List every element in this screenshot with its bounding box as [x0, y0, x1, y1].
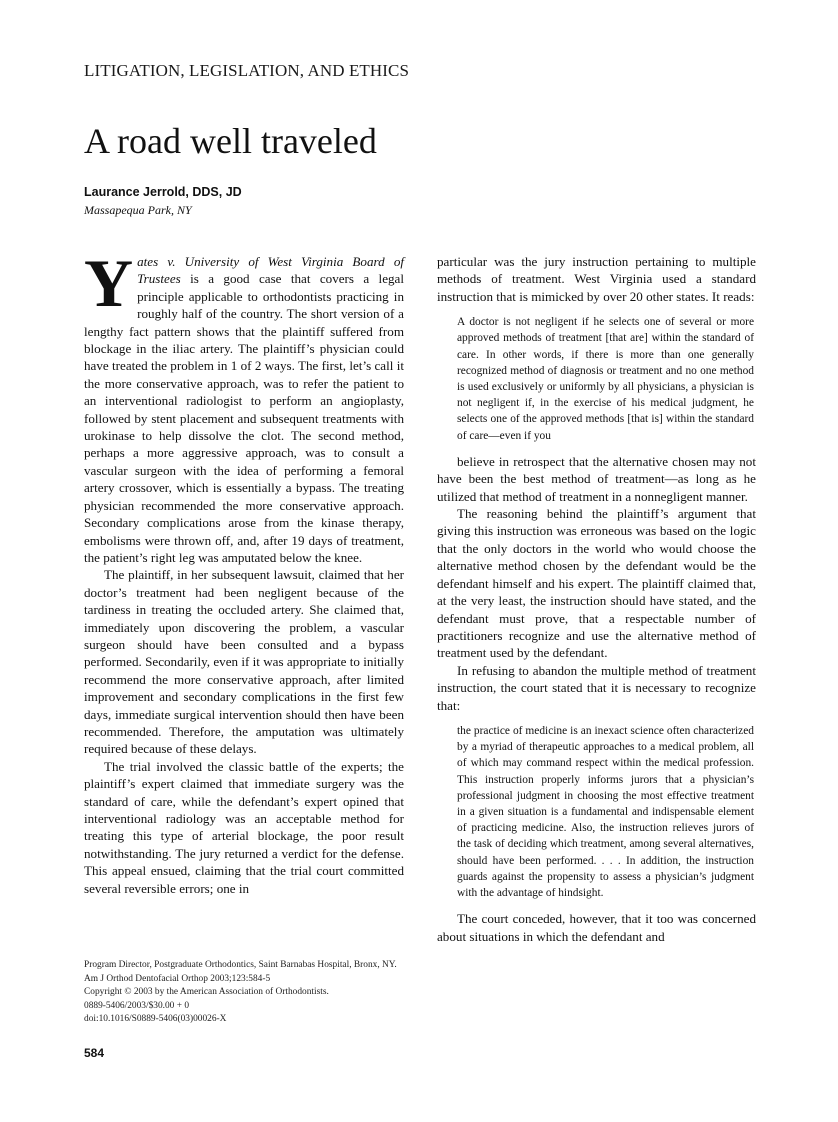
footnote-issn: 0889-5406/2003/$30.00 + 0: [84, 1000, 190, 1011]
paragraph: Yates v. University of West Virginia Board of Trustees is a good case that covers a legal principle applicable to orthodontists practicing in roughly half of the country. The short version of a lengthy fact pattern shows that the plaintiff suffered from blockage in the iliac artery. The plaintiff’s physician could have treated the problem in 1 of 2 ways. The first, let’s call it the more conservative approach, was to refer the patient to an interventional radiologist to perform an angioplasty, followed by stent placement and subsequent treatments with urokinase to help dissolve the clot. The second method, perhaps a more aggressive approach, was to consult a vascular surgeon with the idea of performing a femoral artery crossover, which is essentially a bypass. The treating physician recommended the more conservative approach. Secondary complications arose from the kinase therapy, embolisms were thrown off, and, after 19 days of treatment, the patient’s right leg was amputated below the knee.: [84, 245, 404, 565]
paragraph: believe in retrospect that the alternative chosen may not have been the best method of treatment—as long as he utilized that method of treatment in a nonnegligent manner.: [437, 453, 756, 504]
article-title: A road well traveled: [84, 121, 377, 161]
paragraph: particular was the jury instruction pertaining to multiple methods of treatment. West Virginia used a standard instruction that is mimicked by over 20 other states. It reads:: [437, 254, 756, 304]
footnote-affiliation: Program Director, Postgraduate Orthodontics, Saint Barnabas Hospital, Bronx, NY.: [84, 960, 397, 970]
paragraph: The plaintiff, in her subsequent lawsuit, claimed that her doctor’s treatment had been negligent because of the tardiness in treating the occluded artery. She claimed that, immediately upon discovering the problem, a vascular surgeon should have been consulted and a bypass performed. Secondarily, even if it was appropriate to initially recommend the more conservative approach, after limited improvement and secondary complications in the first few days, immediate surgical intervention should then have been recommended. Therefore, the amputation was ultimately required because of these delays.: [84, 567, 404, 757]
drop-cap: Y: [84, 245, 134, 321]
author-name: Laurance Jerrold, DDS, JD: [84, 185, 242, 199]
section-label: LITIGATION, LEGISLATION, AND ETHICS: [84, 61, 410, 80]
footnote: [84, 959, 404, 1027]
footnote-copyright: Copyright © 2003 by the American Association of Orthodontists.: [84, 987, 329, 997]
footnote-citation: Am J Orthod Dentofacial Orthop 2003;123:584-5: [84, 973, 271, 984]
block-quote: the practice of medicine is an inexact science often characterized by a myriad of therapeutic approaches to a medical problem, all of which may command respect within the medical profession. This instruction properly informs jurors that a physician’s professional judgment in choosing the most effective treatment in a given situation is a fundamental and indispensable element of practicing medicine. Also, the instruction relieves jurors of the task of deciding which treatment, among several alternatives, should have been performed. . . . In addition, the instruction guards against the propensity to assess a physician’s judgment with the advantage of hindsight.: [457, 724, 755, 899]
footnote-doi: doi:10.1016/S0889-5406(03)00026-X: [84, 1014, 227, 1024]
block-quote: A doctor is not negligent if he selects one of several or more approved methods of treatment [that are] within the standard of care. In other words, if there is more than one generally recognized method of diagnosis or treatment and no one method is used exclusively or uniformly by all physicians, a physician is not negligent if, in the exercise of his medical judgment, he selects one of the approved methods [that is] within the standard of care—even if you: [457, 316, 754, 442]
left-column: [84, 245, 404, 897]
page-number: 584: [84, 1046, 105, 1060]
right-column: [437, 253, 756, 945]
paragraph: The reasoning behind the plaintiff’s argument that giving this instruction was erroneous was based on the logic that the only doctors in the world who would choose the alternative method chosen by the defendant would be the defendant himself and his expert. The plaintiff claimed that, at the very least, the instruction should have stated, and the defendant must prove, that a respectable number of practitioners recognize and use the alternative method of treatment used by the defendant.: [437, 506, 756, 661]
paragraph: The court conceded, however, that it too was concerned about situations in which the defendant and: [437, 911, 756, 944]
author-affiliation: Massapequa Park, NY: [84, 203, 192, 217]
paragraph: The trial involved the classic battle of the experts; the plaintiff’s expert claimed that immediate surgery was the standard of care, while the defendant’s expert opined that interventional radiology was an acceptable method for treating this type of arterial blockage, the poor result notwithstanding. The jury returned a verdict for the defense. This appeal ensued, claiming that the trial court committed several reversible errors; one in: [84, 758, 404, 896]
case-name: ates v. University of West Virginia Board of Trustees: [137, 254, 404, 287]
paragraph: In refusing to abandon the multiple method of treatment instruction, the court stated that it is necessary to recognize that:: [437, 662, 756, 713]
